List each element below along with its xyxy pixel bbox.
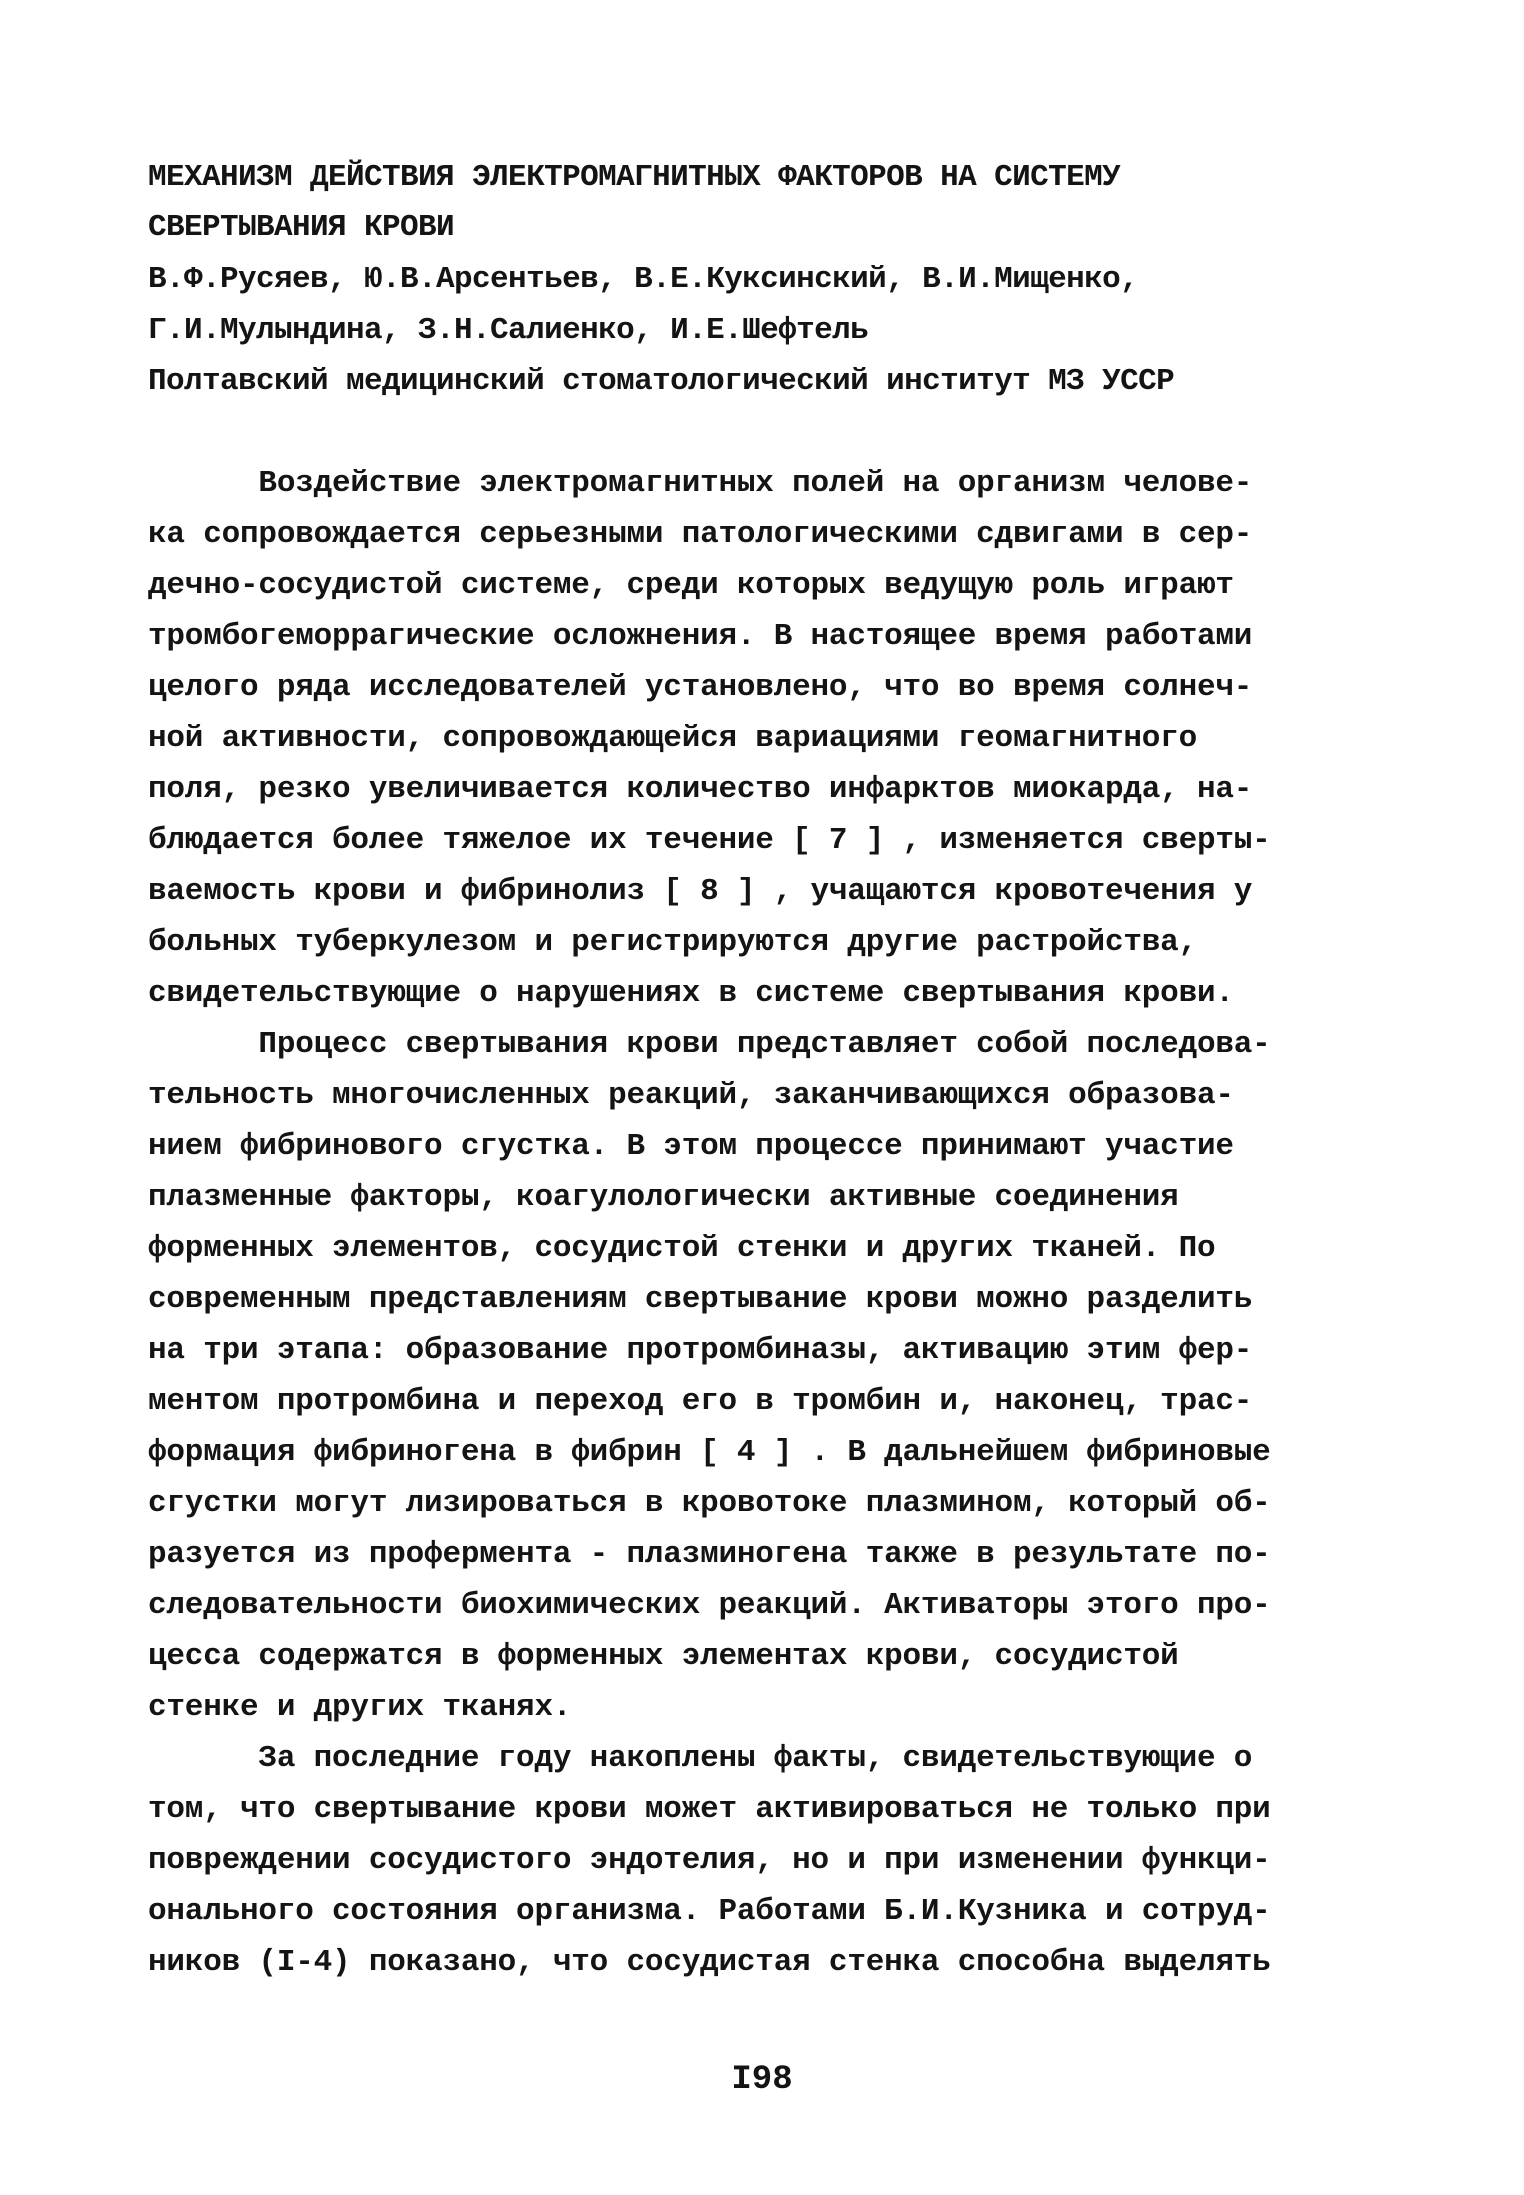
paragraph-line: тромбогеморрагические осложнения. В настоящее время работами <box>148 619 1253 654</box>
paragraph-line: ваемость крови и фибринолиз [ 8 ] , учащаются кровотечения у <box>148 874 1253 909</box>
paragraph-line: ников (I-4) показано, что сосудистая стенка способна выделять <box>148 1945 1271 1980</box>
affiliation: Полтавский медицинский стоматологический институт МЗ УССР <box>148 364 1175 399</box>
paragraph-line: тельность многочисленных реакций, заканчивающихся образова- <box>148 1078 1234 1113</box>
paragraph-line: разуется из профермента - плазминогена также в результате по- <box>148 1537 1271 1572</box>
paragraph-line: нием фибринового сгустка. В этом процессе принимают участие <box>148 1129 1234 1164</box>
paragraph-line: больных туберкулезом и регистрируются другие растройства, <box>148 925 1197 960</box>
paragraph-line: свидетельствующие о нарушениях в системе свертывания крови. <box>148 976 1234 1011</box>
authors-line-1: В.Ф.Русяев, Ю.В.Арсентьев, В.Е.Куксинский, В.И.Мищенко, <box>148 262 1139 297</box>
authors-line-2: Г.И.Мулындина, З.Н.Салиенко, И.Е.Шефтель <box>148 313 869 348</box>
paragraph-line: формация фибриногена в фибрин [ 4 ] . В дальнейшем фибриновые <box>148 1435 1271 1470</box>
paragraph-line: на три этапа: образование протромбиназы, активацию этим фер- <box>148 1333 1253 1368</box>
paragraph-line: дечно-сосудистой системе, среди которых ведущую роль играют <box>148 568 1234 603</box>
paragraph-line: поля, резко увеличивается количество инфарктов миокарда, на- <box>148 772 1253 807</box>
paragraph-line: современным представлениям свертывание крови можно разделить <box>148 1282 1253 1317</box>
paragraph-line: повреждении сосудистого эндотелия, но и при изменении функци- <box>148 1843 1271 1878</box>
paragraph-line: ментом протромбина и переход его в тромбин и, наконец, трас- <box>148 1384 1253 1419</box>
paragraph-line: стенке и других тканях. <box>148 1690 572 1725</box>
paragraph-line: онального состояния организма. Работами Б.И.Кузника и сотруд- <box>148 1894 1271 1929</box>
article-title-line-1: МЕХАНИЗМ ДЕЙСТВИЯ ЭЛЕКТРОМАГНИТНЫХ ФАКТОРОВ НА СИСТЕМУ <box>148 160 1121 195</box>
paragraph-line: целого ряда исследователей установлено, что во время солнеч- <box>148 670 1253 705</box>
paragraph-line: сгустки могут лизироваться в кровотоке плазмином, который об- <box>148 1486 1271 1521</box>
paragraph-line: том, что свертывание крови может активироваться не только при <box>148 1792 1271 1827</box>
article-title-line-2: СВЕРТЫВАНИЯ КРОВИ <box>148 210 455 245</box>
paragraph-line: За последние году накоплены факты, свидетельствующие о <box>148 1741 1253 1776</box>
paragraph-line: следовательности биохимических реакций. Активаторы этого про- <box>148 1588 1271 1623</box>
paragraph-line: цесса содержатся в форменных элементах крови, сосудистой <box>148 1639 1179 1674</box>
paragraph-line: блюдается более тяжелое их течение [ 7 ] , изменяется сверты- <box>148 823 1271 858</box>
paragraph-line: ка сопровождается серьезными патологическими сдвигами в сер- <box>148 517 1253 552</box>
paragraph-line: Процесс свертывания крови представляет собой последова- <box>148 1027 1271 1062</box>
paragraph-line: ной активности, сопровождающейся вариациями геомагнитного <box>148 721 1197 756</box>
paragraph-line: плазменные факторы, коагулологически активные соединения <box>148 1180 1179 1215</box>
page-number: I98 <box>731 2061 793 2099</box>
paragraph-line: форменных элементов, сосудистой стенки и других тканей. По <box>148 1231 1216 1266</box>
paragraph-line: Воздействие электромагнитных полей на организм челове- <box>148 466 1253 501</box>
